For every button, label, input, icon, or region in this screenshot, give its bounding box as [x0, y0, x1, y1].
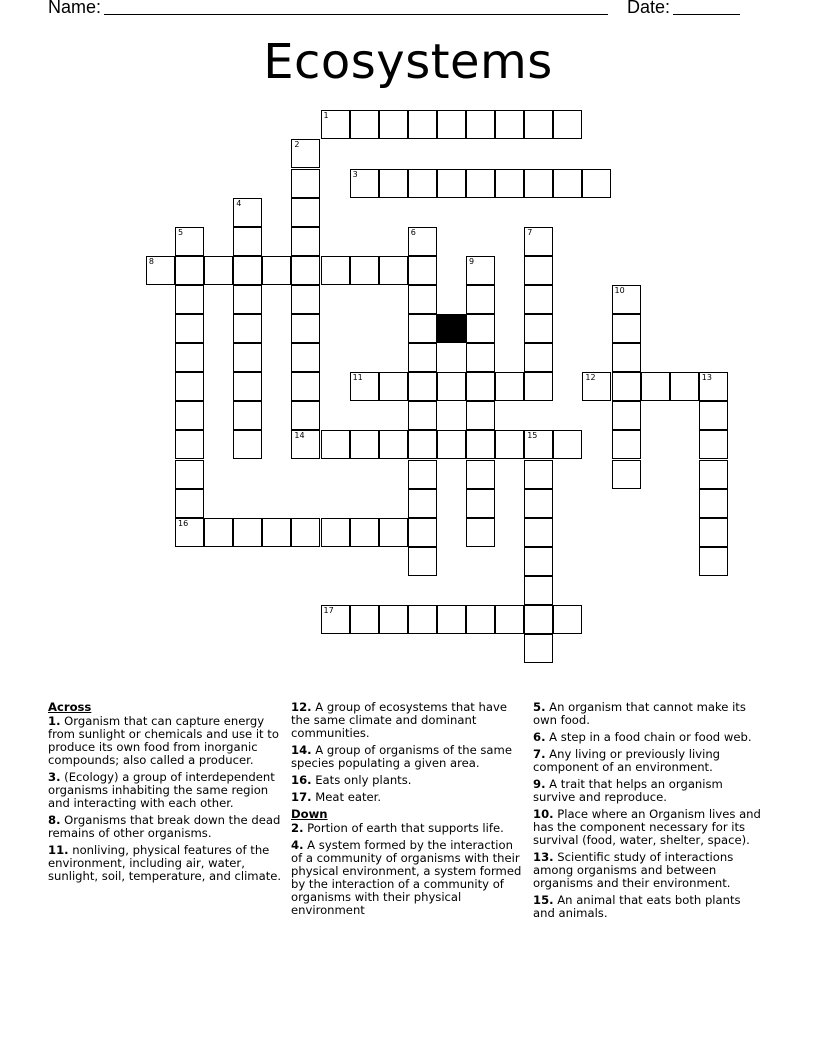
grid-cell[interactable] — [233, 285, 262, 314]
clue-across-1 — [48, 715, 283, 767]
grid-cell[interactable] — [175, 285, 204, 314]
grid-cell[interactable] — [612, 372, 641, 401]
grid-cell[interactable] — [175, 489, 204, 518]
grid-cell[interactable] — [699, 401, 728, 430]
grid-cell[interactable] — [612, 430, 641, 459]
grid-cell[interactable] — [262, 518, 291, 547]
grid-cell[interactable] — [466, 489, 495, 518]
clue-text: Organisms that break down the dead remains of other organisms. — [48, 813, 281, 840]
clue-number: 17. — [291, 790, 312, 804]
grid-cell[interactable] — [437, 605, 466, 634]
grid-cell[interactable] — [175, 256, 204, 285]
grid-cell[interactable] — [204, 518, 233, 547]
grid-cell[interactable] — [699, 372, 728, 401]
grid-cell[interactable] — [233, 256, 262, 285]
grid-cell[interactable] — [379, 518, 408, 547]
clue-text: Scientific study of interactions among organisms and between organisms and their environment. — [533, 850, 734, 890]
clue-number: 15. — [533, 893, 554, 907]
grid-cell[interactable] — [553, 169, 582, 198]
grid-cell[interactable] — [553, 430, 582, 459]
grid-cell[interactable] — [408, 343, 437, 372]
clue-down-5 — [533, 701, 763, 727]
grid-cell[interactable] — [524, 343, 553, 372]
clues-column-1 — [48, 701, 283, 887]
grid-cell[interactable] — [291, 227, 320, 256]
grid-cell[interactable] — [524, 518, 553, 547]
clue-number-label: 11 — [352, 373, 363, 383]
grid-cell[interactable] — [612, 285, 641, 314]
clue-number-label: 9 — [469, 256, 475, 266]
clue-text: An animal that eats both plants and animals. — [533, 893, 741, 920]
clue-number-label: 12 — [585, 373, 596, 383]
grid-cell[interactable] — [466, 169, 495, 198]
grid-cell[interactable] — [321, 518, 350, 547]
clue-number: 6. — [533, 730, 546, 744]
grid-cell[interactable] — [379, 605, 408, 634]
grid-cell[interactable] — [466, 372, 495, 401]
grid-cell[interactable] — [524, 285, 553, 314]
grid-cell[interactable] — [408, 518, 437, 547]
grid-cell[interactable] — [233, 227, 262, 256]
grid-cell[interactable] — [641, 372, 670, 401]
grid-cell[interactable] — [175, 401, 204, 430]
grid-cell[interactable] — [175, 227, 204, 256]
grid-cell[interactable] — [495, 372, 524, 401]
clue-number: 9. — [533, 777, 546, 791]
grid-cell[interactable] — [466, 430, 495, 459]
clue-text: (Ecology) a group of interdependent organisms inhabiting the same region and interacting with each other. — [48, 770, 275, 810]
grid-cell[interactable] — [291, 343, 320, 372]
grid-cell[interactable] — [175, 314, 204, 343]
grid-cell[interactable] — [524, 169, 553, 198]
grid-cell[interactable] — [175, 518, 204, 547]
grid-cell[interactable] — [291, 401, 320, 430]
clue-number: 4. — [291, 838, 304, 852]
grid-cell[interactable] — [524, 605, 553, 634]
clue-number: 8. — [48, 813, 61, 827]
grid-cell[interactable] — [262, 256, 291, 285]
grid-cell[interactable] — [408, 169, 437, 198]
grid-cell[interactable] — [321, 430, 350, 459]
down-heading: Down — [291, 807, 328, 821]
clue-number-label: 14 — [294, 431, 305, 441]
grid-cell[interactable] — [524, 576, 553, 605]
clue-down-7 — [533, 748, 763, 774]
clue-number: 5. — [533, 700, 546, 714]
clues-column-2 — [291, 701, 523, 921]
clue-across-11 — [48, 844, 283, 883]
clue-down-15 — [533, 894, 763, 920]
grid-cell[interactable] — [408, 547, 437, 576]
clue-across-16 — [291, 774, 523, 787]
clue-number-label: 15 — [527, 431, 538, 441]
grid-cell[interactable] — [524, 314, 553, 343]
grid-cell[interactable] — [524, 110, 553, 139]
across-heading: Across — [48, 700, 92, 714]
grid-cell[interactable] — [524, 227, 553, 256]
clue-text: Eats only plants. — [315, 773, 412, 787]
grid-cell[interactable] — [524, 547, 553, 576]
grid-cell[interactable] — [291, 518, 320, 547]
clue-across-14 — [291, 744, 523, 770]
clue-down-2 — [291, 822, 523, 835]
clue-text: Portion of earth that supports life. — [307, 821, 504, 835]
clue-text: A group of ecosystems that have the same climate and dominant communities. — [291, 700, 507, 740]
clue-down-9 — [533, 778, 763, 804]
grid-cell[interactable] — [408, 430, 437, 459]
grid-cell[interactable] — [291, 256, 320, 285]
clue-number-label: 8 — [148, 256, 154, 266]
grid-cell[interactable] — [233, 430, 262, 459]
clue-number-label: 3 — [352, 169, 358, 179]
clue-down-4 — [291, 839, 523, 917]
grid-cell[interactable] — [466, 314, 495, 343]
page-title: Ecosystems — [263, 34, 553, 90]
grid-cell[interactable] — [466, 256, 495, 285]
grid-cell[interactable] — [408, 489, 437, 518]
clue-text: A group of organisms of the same species populating a given area. — [291, 743, 512, 770]
clue-number: 14. — [291, 743, 312, 757]
grid-cell[interactable] — [350, 169, 379, 198]
grid-cell[interactable] — [233, 518, 262, 547]
grid-cell[interactable] — [379, 256, 408, 285]
grid-cell[interactable] — [670, 372, 699, 401]
clue-number-label: 1 — [323, 111, 329, 121]
grid-cell[interactable] — [466, 460, 495, 489]
clue-across-3 — [48, 771, 283, 810]
grid-cell[interactable] — [437, 372, 466, 401]
clue-text: A trait that helps an organism survive and reproduce. — [533, 777, 723, 804]
grid-cell[interactable] — [350, 605, 379, 634]
grid-cell[interactable] — [321, 256, 350, 285]
grid-cell[interactable] — [466, 518, 495, 547]
clue-down-10 — [533, 808, 763, 847]
grid-cell[interactable] — [291, 139, 320, 168]
clue-number-label: 10 — [614, 285, 625, 295]
grid-cell[interactable] — [437, 169, 466, 198]
grid-cell[interactable] — [350, 110, 379, 139]
grid-cell[interactable] — [291, 430, 320, 459]
clue-number: 7. — [533, 747, 546, 761]
grid-cell[interactable] — [379, 372, 408, 401]
grid-cell[interactable] — [437, 430, 466, 459]
clue-number: 13. — [533, 850, 554, 864]
grid-cell[interactable] — [175, 343, 204, 372]
clue-number-label: 13 — [701, 373, 712, 383]
clues-column-3 — [533, 701, 763, 924]
clue-number-label: 6 — [410, 227, 416, 237]
grid-cell[interactable] — [495, 169, 524, 198]
clue-number-label: 7 — [527, 227, 533, 237]
grid-cell[interactable] — [466, 605, 495, 634]
grid-cell[interactable] — [175, 372, 204, 401]
grid-cell[interactable] — [524, 372, 553, 401]
clue-text: nonliving, physical features of the environment, including air, water, sunlight, soil, temperature, and climate. — [48, 843, 282, 883]
grid-cell[interactable] — [466, 343, 495, 372]
grid-cell[interactable] — [233, 401, 262, 430]
grid-cell[interactable] — [612, 343, 641, 372]
clue-across-8 — [48, 814, 283, 840]
grid-cell[interactable] — [408, 460, 437, 489]
clue-number: 16. — [291, 773, 312, 787]
grid-cell[interactable] — [612, 460, 641, 489]
grid-cell[interactable] — [408, 314, 437, 343]
grid-cell[interactable] — [612, 314, 641, 343]
clue-number-label: 17 — [323, 606, 334, 615]
grid-cell[interactable] — [408, 227, 437, 256]
clue-number: 11. — [48, 843, 69, 857]
clue-across-12 — [291, 701, 523, 740]
grid-cell[interactable] — [582, 372, 611, 401]
clue-text: A system formed by the interaction of a community of organisms with their physical environment, a system formed by the interaction of a community of organisms with their physical environment — [291, 838, 522, 917]
grid-cell[interactable] — [379, 169, 408, 198]
grid-cell[interactable] — [699, 489, 728, 518]
grid-cell[interactable] — [553, 605, 582, 634]
clue-number: 12. — [291, 700, 312, 714]
grid-cell[interactable] — [291, 198, 320, 227]
clue-down-6 — [533, 731, 763, 744]
grid-cell[interactable] — [233, 198, 262, 227]
grid-cell[interactable] — [408, 110, 437, 139]
grid-cell[interactable] — [699, 460, 728, 489]
grid-cell[interactable] — [408, 401, 437, 430]
clue-text: An organism that cannot make its own food. — [533, 700, 746, 727]
grid-cell[interactable] — [524, 634, 553, 663]
clue-down-13 — [533, 851, 763, 890]
grid-cell[interactable] — [466, 110, 495, 139]
grid-cell[interactable] — [495, 430, 524, 459]
clue-text: Place where an Organism lives and has the component necessary for its survival (food, water, shelter, space). — [533, 807, 761, 847]
clue-number: 1. — [48, 714, 61, 728]
clue-number-label: 5 — [178, 227, 184, 237]
clue-number: 10. — [533, 807, 554, 821]
grid-cell[interactable] — [321, 605, 350, 634]
grid-cell[interactable] — [291, 169, 320, 198]
grid-cell[interactable] — [350, 256, 379, 285]
grid-cell[interactable] — [146, 256, 175, 285]
grid-cell[interactable] — [379, 110, 408, 139]
grid-cell[interactable] — [699, 547, 728, 576]
grid-cell[interactable] — [379, 430, 408, 459]
clue-number: 3. — [48, 770, 61, 784]
grid-cell[interactable] — [524, 489, 553, 518]
grid-cell[interactable] — [233, 343, 262, 372]
grid-cell[interactable] — [437, 110, 466, 139]
grid-cell[interactable] — [699, 518, 728, 547]
clue-number-label: 4 — [236, 198, 242, 208]
grid-cell[interactable] — [553, 110, 582, 139]
clue-text: Any living or previously living component of an environment. — [533, 747, 721, 774]
grid-cell[interactable] — [524, 256, 553, 285]
clue-text: Meat eater. — [315, 790, 382, 804]
grid-cell[interactable] — [466, 285, 495, 314]
grid-cell[interactable] — [233, 372, 262, 401]
grid-cell[interactable] — [408, 285, 437, 314]
grid-cell[interactable] — [204, 256, 233, 285]
grid-cell[interactable] — [612, 401, 641, 430]
grid-cell[interactable] — [524, 430, 553, 459]
grid-cell[interactable] — [350, 518, 379, 547]
date-label: Date: — [627, 0, 671, 17]
clue-across-17 — [291, 791, 523, 804]
grid-cell[interactable] — [175, 460, 204, 489]
clue-number-label: 16 — [178, 518, 189, 528]
grid-cell[interactable] — [524, 460, 553, 489]
grid-cell[interactable] — [699, 430, 728, 459]
clue-text: A step in a food chain or food web. — [549, 730, 752, 744]
grid-cell[interactable] — [408, 256, 437, 285]
grid-cell[interactable] — [408, 605, 437, 634]
grid-cell[interactable] — [291, 285, 320, 314]
grid-cell[interactable] — [582, 169, 611, 198]
black-square — [437, 314, 466, 343]
grid-cell[interactable] — [291, 372, 320, 401]
clue-text: Organism that can capture energy from sunlight or chemicals and use it to produce its own food from inorganic compounds; also called a producer. — [48, 714, 279, 767]
grid-cell[interactable] — [291, 314, 320, 343]
grid-cell[interactable] — [408, 372, 437, 401]
grid-cell[interactable] — [175, 430, 204, 459]
clue-number-label: 2 — [294, 140, 300, 150]
grid-cell[interactable] — [233, 314, 262, 343]
name-label: Name: — [48, 0, 102, 17]
grid-cell[interactable] — [495, 605, 524, 634]
clue-number: 2. — [291, 821, 304, 835]
grid-cell[interactable] — [466, 401, 495, 430]
grid-cell[interactable] — [350, 430, 379, 459]
grid-cell[interactable] — [495, 110, 524, 139]
grid-cell[interactable] — [321, 110, 350, 139]
grid-cell[interactable] — [350, 372, 379, 401]
